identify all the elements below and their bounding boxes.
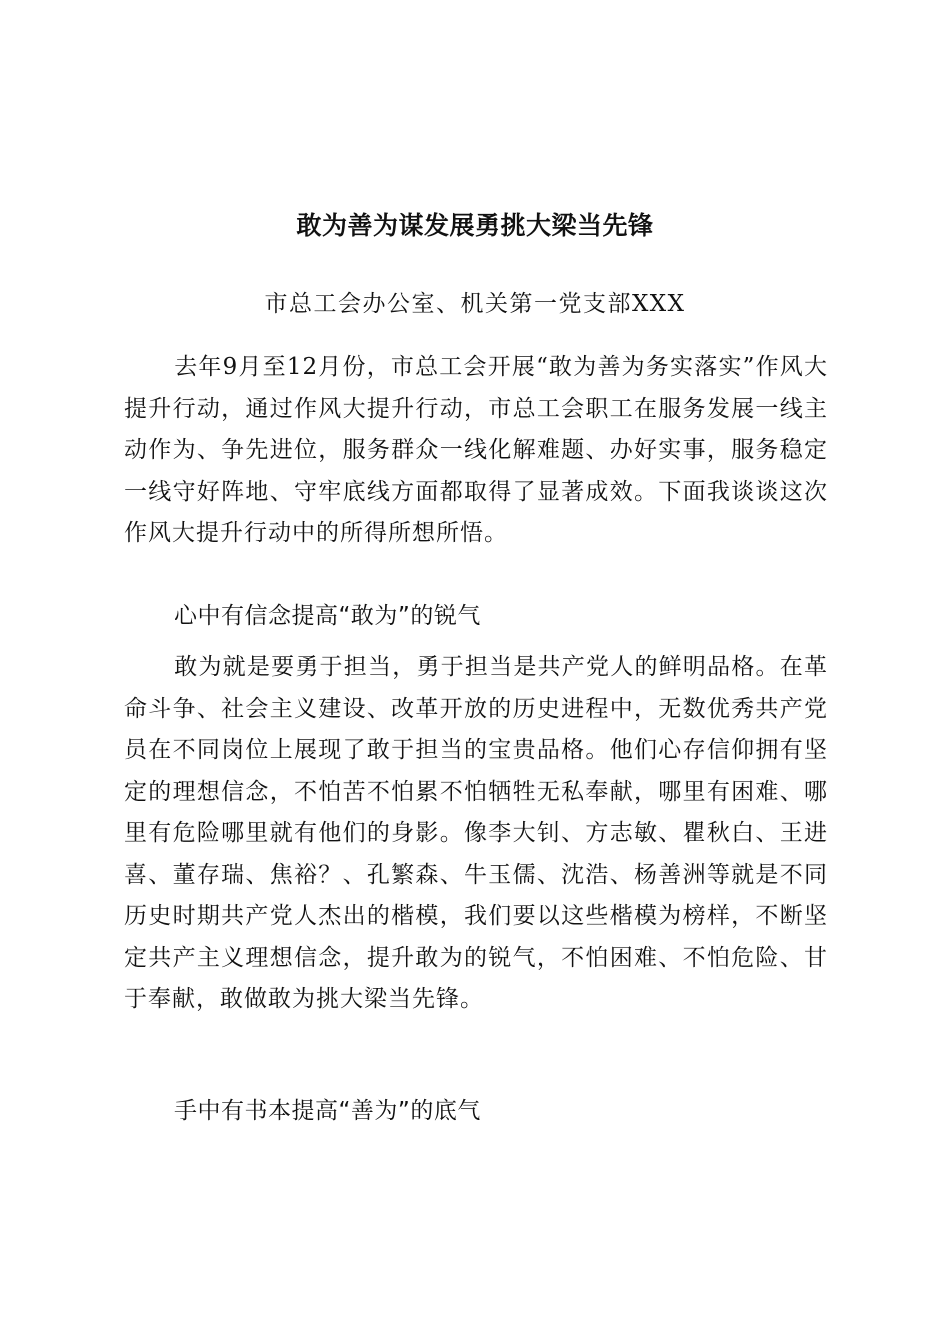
paragraph-intro-text: 去年9月至12月份，市总工会开展“敢为善为务实落实”作风大提升行动，通过作风大提升行动，市总工会职工在服务发展一线主动作为、争先进位，服务群众一线化解难题、办好实事，服务稳定一线守好阵地、守牢底线方面都取得了显著成效。下面我谈谈这次作风大提升行动中的所得所想所悟。 (124, 354, 828, 546)
section-heading-1: 心中有信念提高“敢为”的锐气 (174, 603, 481, 629)
paragraph-courage-text: 敢为就是要勇于担当，勇于担当是共产党人的鲜明品格。在革命斗争、社会主义建设、改革开放的历史进程中，无数优秀共产党员在不同岗位上展现了敢于担当的宝贵品格。他们心存信仰拥有坚定的理想信念，不怕苦不怕累不怕牺牲无私奉献，哪里有困难、哪里有危险哪里就有他们的身影。像李大钊、方志敏、瞿秋白、王进喜、董存瑞、焦裕？、孔繁森、牛玉儒、沈浩、杨善洲等就是不同历史时期共产党人杰出的楷模，我们要以这些楷模为榜样，不断坚定共产主义理想信念，提升敢为的锐气，不怕困难、不怕危险、甘于奉献，敢做敢为挑大梁当先锋。 (124, 654, 828, 1012)
paragraph-intro (124, 347, 828, 555)
document-author: 市总工会办公室、机关第一党支部XXX (264, 291, 686, 317)
section-heading-2: 手中有书本提高“善为”的底气 (174, 1098, 481, 1124)
document-title: 敢为善为谋发展勇挑大梁当先锋 (296, 211, 654, 240)
paragraph-courage (124, 647, 828, 1021)
